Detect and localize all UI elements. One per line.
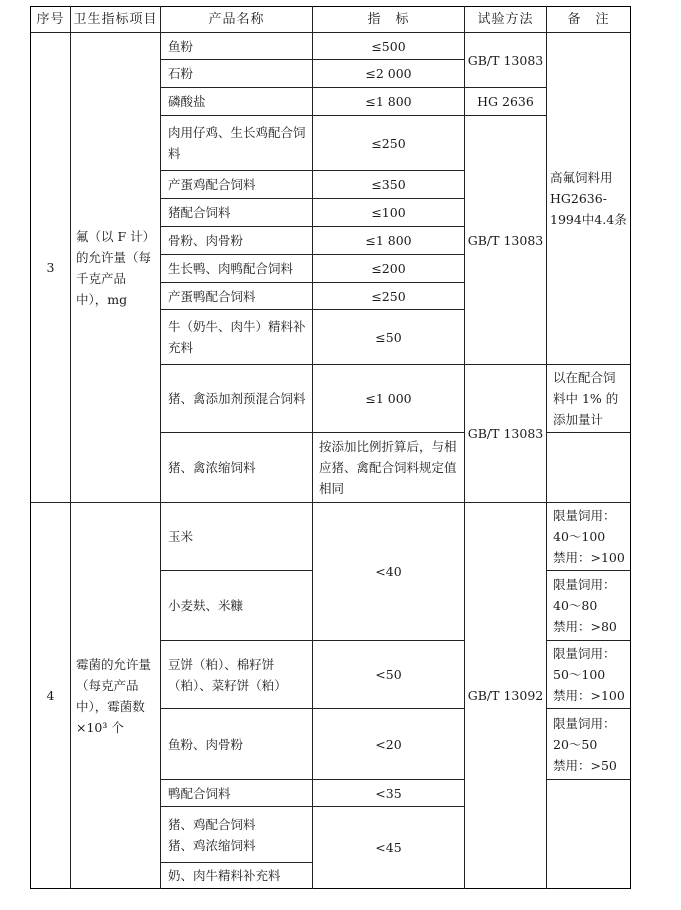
product-row: 磷酸盐 xyxy=(168,94,206,109)
product-row: 鱼粉 xyxy=(168,38,194,54)
remark-value: 限量饲用：40～80 禁用：>80 xyxy=(553,577,617,634)
product-row: 石粉 xyxy=(168,66,194,81)
remark-value: 高氟饲料用HG2636-1994中4.4条 xyxy=(550,170,627,227)
product-row: 猪、鸡配合饲料 猪、鸡浓缩饲料 xyxy=(168,816,256,853)
index-value: ≤350 xyxy=(371,177,406,192)
index-value: ≤250 xyxy=(371,135,406,151)
method-value: GB/T 13083 xyxy=(467,52,544,68)
index-value: ≤1 800 xyxy=(365,94,412,109)
item-fluorine: 氟（以 F 计）的允许量（每千克产品中），mg xyxy=(76,228,156,307)
index-value: <50 xyxy=(375,667,402,682)
header-seq: 序号 xyxy=(36,12,65,27)
remark-value: 限量饲用：40～100 禁用：>100 xyxy=(553,508,625,565)
item-mold: 霉菌的允许量（每克产品中），霉菌数×10³ 个 xyxy=(76,656,152,735)
method-value: GB/T 13092 xyxy=(467,688,544,703)
seq-4: 4 xyxy=(46,688,55,703)
index-value: ≤50 xyxy=(375,329,402,345)
index-value: ≤1 000 xyxy=(365,391,412,406)
index-value: ≤200 xyxy=(371,261,406,276)
header-method: 试验方法 xyxy=(477,12,534,27)
seq-3: 3 xyxy=(46,260,55,275)
product-row: 牛（奶牛、肉牛）精料补充料 xyxy=(168,319,306,355)
header-item: 卫生指标项目 xyxy=(73,12,158,27)
method-value: HG 2636 xyxy=(477,94,534,109)
index-value: ≤500 xyxy=(371,38,406,54)
header-product: 产品名称 xyxy=(208,12,265,27)
index-value: ≤2 000 xyxy=(365,66,412,81)
product-row: 小麦麸、米糠 xyxy=(168,598,244,613)
product-row: 猪、禽添加剂预混合饲料 xyxy=(168,391,306,406)
index-value: <35 xyxy=(375,785,402,801)
product-row: 鱼粉、肉骨粉 xyxy=(168,736,244,752)
product-row: 产蛋鸡配合饲料 xyxy=(168,177,256,192)
index-value: ≤250 xyxy=(371,288,406,304)
product-row: 产蛋鸭配合饲料 xyxy=(168,288,256,304)
index-value: <20 xyxy=(375,736,402,752)
product-row: 骨粉、肉骨粉 xyxy=(168,233,244,248)
product-row: 豆饼（粕）、棉籽饼（粕）、菜籽饼（粕） xyxy=(168,656,287,693)
product-row: 猪、禽浓缩饲料 xyxy=(168,460,256,475)
product-row: 鸭配合饲料 xyxy=(168,785,231,801)
remark-value: 限量饲用：20～50 禁用：>50 xyxy=(553,715,617,773)
index-value: <45 xyxy=(375,840,402,855)
product-row: 玉米 xyxy=(168,529,194,544)
header-remark: 备 注 xyxy=(567,12,610,27)
index-value: ≤100 xyxy=(371,205,406,220)
product-row: 奶、肉牛精料补充料 xyxy=(168,868,281,883)
header-index: 指 标 xyxy=(367,12,410,27)
method-value: GB/T 13083 xyxy=(467,232,544,248)
product-row: 猪配合饲料 xyxy=(168,205,231,220)
index-value: ≤1 800 xyxy=(365,233,412,248)
product-row: 肉用仔鸡、生长鸡配合饲料 xyxy=(168,125,306,161)
remark-value: 以在配合饲料中 1% 的添加量计 xyxy=(553,370,619,427)
method-value: GB/T 13083 xyxy=(467,426,544,441)
index-value: 按添加比例折算后，与相应猪、禽配合饲料规定值相同 xyxy=(319,439,457,496)
index-value: <40 xyxy=(375,564,402,579)
remark-value: 限量饲用：50～100 禁用：>100 xyxy=(553,646,625,703)
product-row: 生长鸭、肉鸭配合饲料 xyxy=(168,261,294,276)
